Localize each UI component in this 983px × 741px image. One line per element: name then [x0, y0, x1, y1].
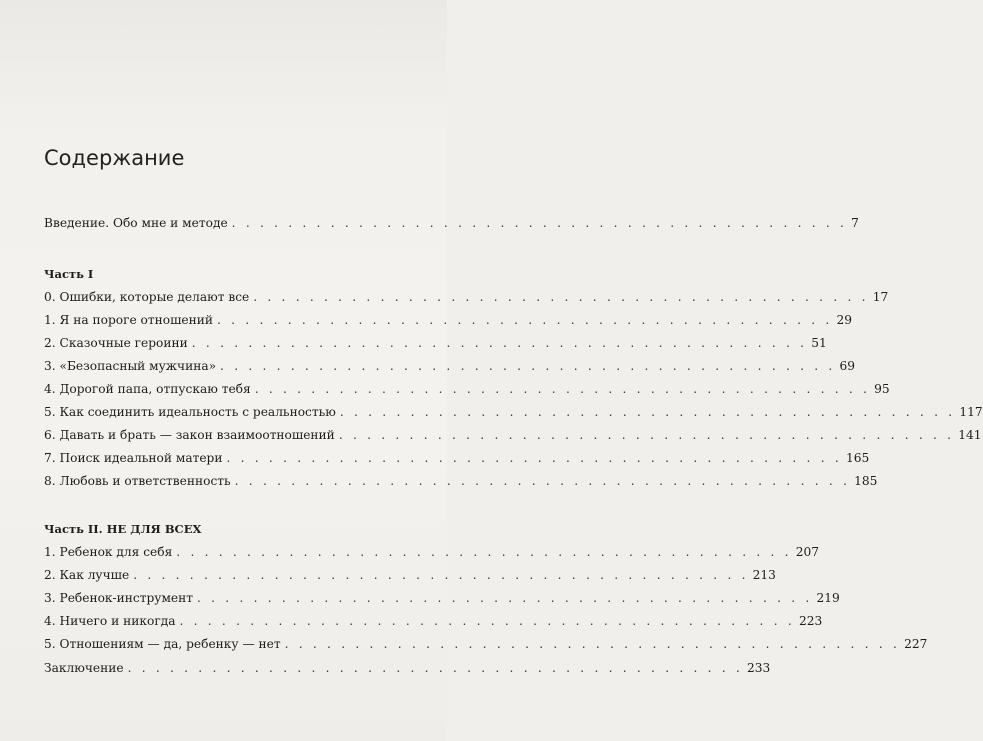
toc-entry: [44, 544, 820, 560]
toc-entry-label: 3. Ребенок-инструмент: [44, 591, 194, 605]
toc-entry: [44, 473, 878, 489]
toc-entry-label: 1. Ребенок для себя: [44, 545, 173, 559]
toc-entry: [44, 404, 983, 420]
toc-leader-dots: . . . . . . . . . . . . . . . . . . . . . . . . . . . . . . . . . . . . . . . . . . . .: [284, 637, 901, 651]
toc-entry-page: 223: [798, 614, 823, 628]
toc-entry-page: 69: [839, 359, 856, 373]
toc-entry: [44, 636, 928, 652]
page-title: Содержание: [44, 146, 185, 170]
toc-leader-dots: . . . . . . . . . . . . . . . . . . . . . . . . . . . . . . . . . . . . . . . . . . . .: [197, 591, 813, 605]
toc-leader-dots: . . . . . . . . . . . . . . . . . . . . . . . . . . . . . . . . . . . . . . . . . . . .: [133, 568, 749, 582]
toc-entry-page: 141: [958, 428, 982, 442]
toc-entry-intro: [44, 215, 859, 231]
toc-entry: [44, 450, 870, 466]
toc-entry-label: 7. Поиск идеальной матери: [44, 451, 223, 465]
toc-leader-dots: . . . . . . . . . . . . . . . . . . . . . . . . . . . . . . . . . . . . . . . . . . . .: [339, 405, 956, 419]
toc-entry-label: 5. Отношениям — да, ребенку — нет: [44, 637, 281, 651]
toc-entry-label: 2. Как лучше: [44, 568, 130, 582]
toc-entry-label: 0. Ошибки, которые делают все: [44, 290, 250, 304]
toc-entry: [44, 613, 823, 629]
toc-entry-label: 5. Как соединить идеальность с реальностью: [44, 405, 336, 419]
toc-entry: [44, 358, 856, 374]
toc-entry-label: Заключение: [44, 661, 124, 675]
toc-entry: [44, 289, 889, 305]
toc-leader-dots: . . . . . . . . . . . . . . . . . . . . . . . . . . . . . . . . . . . . . . . . . . . .: [217, 313, 833, 327]
toc-leader-dots: . . . . . . . . . . . . . . . . . . . . . . . . . . . . . . . . . . . . . . . . . . . .: [179, 614, 795, 628]
toc-entry-page: 95: [874, 382, 890, 396]
toc-entry-label: 4. Дорогой папа, отпускаю тебя: [44, 382, 251, 396]
toc-entry-label: 2. Сказочные героини: [44, 336, 188, 350]
toc-entry-label: 1. Я на пороге отношений: [44, 313, 214, 327]
toc-entry: [44, 312, 852, 328]
toc-leader-dots: . . . . . . . . . . . . . . . . . . . . . . . . . . . . . . . . . . . . . . . . . . . .: [220, 359, 836, 373]
part-1-heading: Часть I: [44, 267, 94, 281]
toc-entry-page: 227: [904, 637, 928, 651]
toc-entry-conclusion: [44, 660, 771, 676]
toc-entry-label: 4. Ничего и никогда: [44, 614, 176, 628]
toc-leader-dots: . . . . . . . . . . . . . . . . . . . . . . . . . . . . . . . . . . . . . . . . . . . .: [176, 545, 792, 559]
toc-entry-page: 219: [816, 591, 840, 605]
toc-leader-dots: . . . . . . . . . . . . . . . . . . . . . . . . . . . . . . . . . . . . . . . . . . . .: [127, 661, 744, 675]
toc-leader-dots: . . . . . . . . . . . . . . . . . . . . . . . . . . . . . . . . . . . . . . . . . . . .: [254, 382, 871, 396]
toc-leader-dots: . . . . . . . . . . . . . . . . . . . . . . . . . . . . . . . . . . . . . . . . . . . .: [234, 474, 851, 488]
toc-entry-page: 51: [811, 336, 827, 350]
toc-entry-page: 185: [854, 474, 878, 488]
toc-entry-label: 6. Давать и брать — закон взаимоотношений: [44, 428, 335, 442]
toc-entry-page: 7: [851, 216, 859, 230]
toc-entry: [44, 590, 840, 606]
toc-entry: [44, 567, 776, 583]
toc-entry: [44, 427, 982, 443]
toc-entry-page: 165: [845, 451, 870, 465]
toc-entry-label: Введение. Обо мне и методе: [44, 216, 228, 230]
toc-entry-page: 29: [836, 313, 852, 327]
toc-entry-label: 3. «Безопасный мужчина»: [44, 359, 217, 373]
toc-entry-page: 207: [795, 545, 820, 559]
toc-leader-dots: . . . . . . . . . . . . . . . . . . . . . . . . . . . . . . . . . . . . . . . . . . . .: [253, 290, 869, 304]
toc-entry-page: 233: [747, 661, 771, 675]
toc-entry-page: 213: [752, 568, 776, 582]
toc-entry: [44, 335, 827, 351]
toc-entry: [44, 381, 890, 397]
toc-entry-page: 17: [872, 290, 889, 304]
toc-leader-dots: . . . . . . . . . . . . . . . . . . . . . . . . . . . . . . . . . . . . . . . . . . . .: [231, 216, 848, 230]
part-2-heading: Часть II. НЕ ДЛЯ ВСЕХ: [44, 522, 202, 536]
toc-leader-dots: . . . . . . . . . . . . . . . . . . . . . . . . . . . . . . . . . . . . . . . . . . . .: [191, 336, 808, 350]
toc-entry-label: 8. Любовь и ответственность: [44, 474, 231, 488]
toc-leader-dots: . . . . . . . . . . . . . . . . . . . . . . . . . . . . . . . . . . . . . . . . . . . .: [226, 451, 842, 465]
toc-leader-dots: . . . . . . . . . . . . . . . . . . . . . . . . . . . . . . . . . . . . . . . . . . . .: [338, 428, 955, 442]
toc-entry-page: 117: [959, 405, 983, 419]
